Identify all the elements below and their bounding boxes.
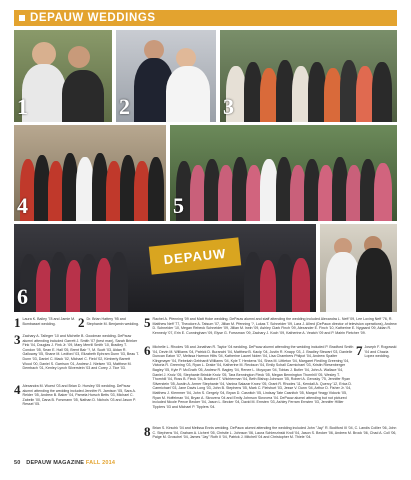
- caption-1: 1 Laura K. Bailey '78 and Jamie M. Bombassei wedding.: [14, 315, 76, 330]
- photo-number: 6: [17, 284, 28, 309]
- caption-5: 5 Rachel A. Pfenning '09 and Matt Hoke wedding. DePauw alumni and staff attending the wedding included Alexandra L. Neff '09, Lee Loving Neff '76, R. Matthew Neff '77, Theodore A. Tatsum '07, Jillian M. Pfenning '?, Lukas T. Schneider '09, Lara J. Allred (DePauw director of television operations), Andrew D. Schneider '10, Megan Rebeck Schneider '09, Jillian M. Irwin '09, Ashley Clark Finch '09, Alexander E. Finch '10, Katherine E. Nygaard '09, Aidan R. Kennedy '07, Erin E. Cunningham '09, Elyse G. Forssman '09, Zachary J. Koch '09, Katherine A. Veatch '09 and P. Mairin Fletcher '09.: [144, 315, 397, 335]
- photo-number: 5: [173, 193, 184, 218]
- caption-4: 4 Alexandra M. Wuest '03 and Brian D. Hursley '05 wedding. DePauw alumni attending the wedding included Jennifer R. Jamison '05, Sara A. Reider '05, Andrew B. Baker '04, Pamela Hursch Betts '03, Michael C. Zabelin '00, Dana B. Forsmann '05, Nathan D. Nichols '03 and Jason P. Ressel '05.: [14, 382, 136, 407]
- caption-2: 2 Dr. Brian Hattery '95 and Stephanie M. Benjamin wedding.: [78, 315, 140, 330]
- photo-5: [170, 125, 397, 221]
- banner-sign: DEPAUW: [149, 237, 241, 274]
- caption-7: 7 Joseph F. Rogowski '04 and Chazia Lopez wedding.: [356, 343, 397, 359]
- photo-2: [116, 30, 216, 122]
- caption-3: 3 Zachary A. Talleger '10 and Michelle B. Goodman wedding. DePauw alumni attending included Garrett J. Smith '07 (best man), Sarah Brinker Fink '04, Douglas J. Fink Jr. '09, Mary Merrill Smith '10, Bradley T. Condon '05, Sean E. Hall '05, Brent Bair '?, M. Scott '03, Aidan R. Galloway '05, Shane M. Ledford '03, Elizabeth Ephram Dunn '03, Beau T. Dunn '03, Daniel C. Mack '02, Michael C. Field '02, Kimberly Barrett Wood '00, Daniel S. Garrison '01, Andrew J. Nielsen '03, Matthew M. Dembach '01, Kenley Lynch Silverstein '03 and Corey J. Tice '03.: [14, 332, 139, 371]
- photo-3: [220, 30, 397, 122]
- photo-1: [14, 30, 112, 122]
- photo-4: [14, 125, 166, 221]
- section-title: DEPAUW WEDDINGS: [30, 12, 156, 24]
- photo-7: [320, 224, 397, 312]
- header-square-icon: [19, 15, 25, 21]
- photo-number: 1: [17, 94, 28, 119]
- photo-number: 4: [17, 193, 28, 218]
- section-header: [14, 10, 397, 26]
- issue-label: FALL 2014: [85, 460, 116, 466]
- photo-number: 2: [119, 94, 130, 119]
- caption-8: 8 Brian S. Kirschk '04 and Melissa Ennis wedding. DePauw alumni attending the wedding included John "Jay" R. Bodiford III '04, C. Landis Collier '06, John C. Stephens '04, Graham A. Lichert '05, Christie L. Johnson '06, Laura Schlenzinski Kroll '04, Jason S. Becker '06, Andrew M. Brock '06, Chad A. Coll '06, Paige M. Groschel '04, James "Jay" Roth II '04, Patrick J. Mitchell '04 and Christopher M. Thiele '04.: [144, 424, 397, 440]
- page-number: 50: [14, 460, 21, 466]
- photo-number: 3: [223, 94, 234, 119]
- page-footer: [14, 460, 115, 466]
- magazine-name: DEPAUW MAGAZINE: [26, 460, 85, 466]
- caption-6: 6 Michelle L. Rhodes '05 and Jonathan R. Taylor '04 wedding. DePauw alumni attending the wedding included P. Bradford Smith '04, Devin M. Williams '04, Patrick D. Buranchi '04, Matthew B. Kacip '04, Justin R. Knapp '03, J. Bradley Stewart '03, Danielle Duncan Eaton '07, Melissa Harmon Hilts '04, Katherine Laurel Nolen '04, Lisa Chambers Philpot '04, Andrew Spalter Klingmayer '04, Rebekah Gebhardt Williams '04, Kyle T. Henkens '04, Shea M. Littleton '04, Margaret Fiedling Greening '04, Victoria R. Greening '03, Ryan L. Drake '04, Katherine M. Reckson '04, Emily Schall Carmichael '03, Kristin Riesenberger Bagley '05, Kyle P. McGrath '05, Andrew R. Bagley '04, Renee L. Moyoyan '04, Tobias J. Butler '04, John A. Wallace '04, Daniel J. Kroiz '05, Stephanie Brinkle Kroiz '05, Tara Bennington Fleck '05, Megan Bennington Thornhill '05, Wesley T. Thornhill '04, Ross B. Fleck '04, Bradford T. Wichterman '04, Beth Bishop Johnson '05, Robert A. Gerosky '75, Jennifer Ryan Silverstein '05, Austin A. Armer Stephanie '04, Vanina Salazar Kroez '05, Grant R. Rhodes '11, Kendall A. Quercy '12, Erica D. Carmichael '03, Jane Davis Long '03, John B. Stephens '05, Mark C. Fleishurt '03, Jesse V. Dunn '04, Arthur D. Fisher Jr. '04, Matthew J. Klemmer '04, John S. Gergely '04, Bryan D. Casnitch '05, Lindsay Tate Casnitch '05, Margot Yeagy Vidovic '05, Ryan M. Hoffelman '04, Bryan A. Skrovera '04 and Emily Johnson Skrovera '04. DePauw alumni attending but not pictured included Nicole Pence Becker '04, Jason L. Becker '04, David M. Ernsten '03, Ashley Ferram Ernsten '03, Jennifer Hillier Tipplers '03 and Michael P. Tipplers '04.: [144, 343, 354, 409]
- photo-6: [14, 224, 316, 312]
